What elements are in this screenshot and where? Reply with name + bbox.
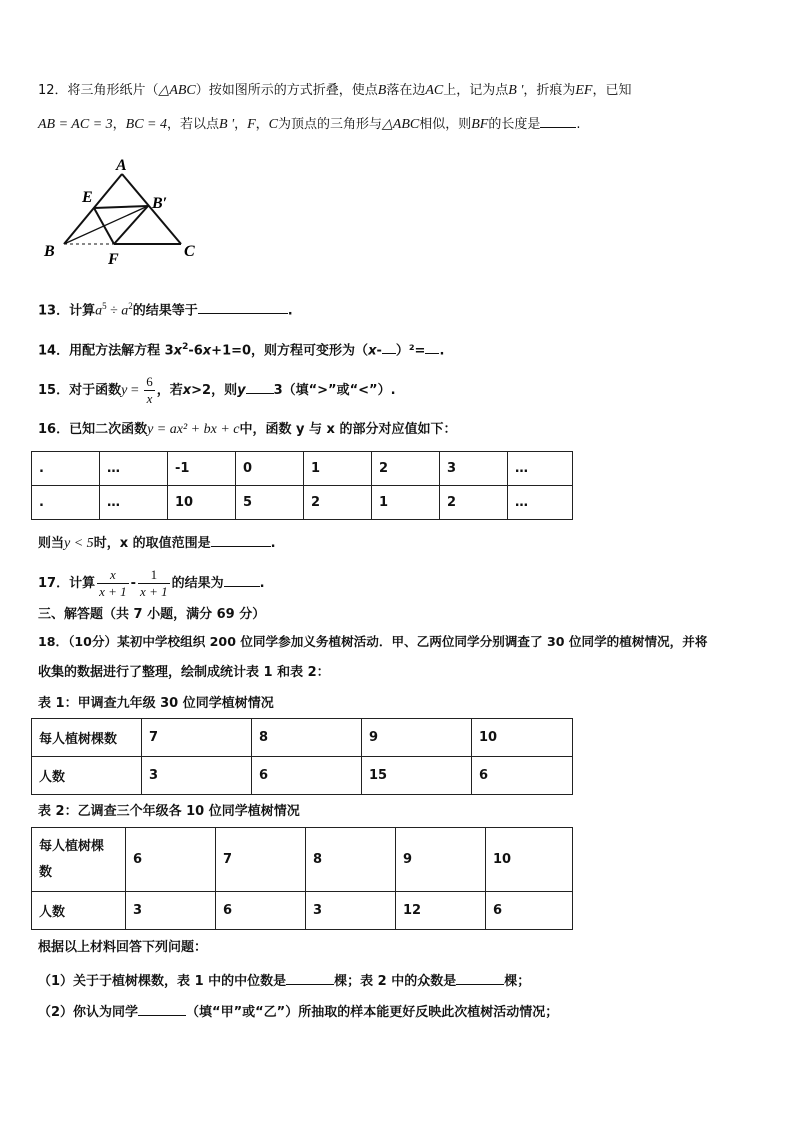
label-C: C <box>184 243 195 260</box>
answer-blank[interactable] <box>211 533 271 547</box>
q16-value-table <box>31 451 573 520</box>
edge-eb-prime <box>94 206 148 208</box>
fraction-x-over-x-plus-1: $\frac{x}{x + 1}$ <box>99 567 127 599</box>
edge-fb-prime <box>114 206 148 244</box>
label-F: F <box>108 251 119 268</box>
table1-title: 表 1：甲调查九年级 30 位同学植树情况 <box>38 696 274 711</box>
q16-followup: 则当y < 5时，x 的取值范围是 . <box>38 533 276 553</box>
q15: 15．对于函数y = $\frac{6}{x}$ ，若x>2，则y 3（填“>”或“<”）. <box>38 374 396 406</box>
answer-blank[interactable] <box>246 380 274 394</box>
table-row: . … 10 5 2 1 2 … <box>32 486 573 520</box>
table1 <box>31 718 573 795</box>
q13: 13．计算$a^5 \div a^2$的结果等于 . <box>38 301 293 319</box>
label-B: B <box>44 243 55 260</box>
table2 <box>31 827 573 930</box>
fold-triangle-figure <box>38 150 208 270</box>
table-row: 人数 3 6 3 12 6 <box>32 892 573 930</box>
answer-blank[interactable] <box>286 971 334 985</box>
answer-blank[interactable] <box>138 1002 186 1016</box>
q12-line1: 12．将三角形纸片（△ABC）按如图所示的方式折叠，使点B落在边AC上，记为点B '，折痕为EF，已知 <box>38 83 632 98</box>
q18-prompt: 根据以上材料回答下列问题： <box>38 940 208 955</box>
fraction-6-over-x: $\frac{6}{x}$ <box>146 374 153 406</box>
answer-blank[interactable] <box>198 300 288 314</box>
label-E: E <box>82 189 93 206</box>
section-heading: 三、解答题（共 7 小题，满分 69 分） <box>38 607 266 622</box>
answer-blank[interactable] <box>224 573 260 587</box>
label-A: A <box>116 157 127 174</box>
q12-line2: AB = AC = 3，BC = 4，若以点B '，F，C为顶点的三角形与△ABC相似，则BF的长度是 . <box>38 114 581 134</box>
label-Bprime: B′ <box>152 195 168 212</box>
edge-b-bprime <box>64 206 148 244</box>
q16: 16．已知二次函数y = ax² + bx + c中，函数 y 与 x 的部分对应值如下： <box>38 422 457 437</box>
q18-part1: （1）关于于植树棵数，表 1 中的中位数是 棵；表 2 中的众数是 棵； <box>38 971 530 991</box>
answer-blank[interactable] <box>382 340 396 354</box>
table-row: 人数 3 6 15 6 <box>32 757 573 795</box>
table2-title: 表 2：乙调查三个年级各 10 位同学植树情况 <box>38 804 300 819</box>
q14: 14．用配方法解方程 $3x^2-6x+1=0$，则方程可变形为（x- ）²= . <box>38 342 445 359</box>
table-row: 每人植树棵数 7 8 9 10 <box>32 719 573 757</box>
table-row: 每人植树棵 数 6 7 8 9 10 <box>32 828 573 892</box>
answer-blank[interactable] <box>540 114 576 128</box>
q18-part2: （2）你认为同学 （填“甲”或“乙”）所抽取的样本能更好反映此次植树活动情况； <box>38 1002 558 1022</box>
q18-line1: 18．（10分）某初中学校组织 200 位同学参加义务植树活动．甲、乙两位同学分别调查了 30 位同学的植树情况，并将 <box>38 634 708 649</box>
answer-blank[interactable] <box>456 971 504 985</box>
q17: 17．计算 $\frac{x}{x + 1}$ - $\frac{1}{x + 1}$ 的结果为 . <box>38 567 265 599</box>
answer-blank[interactable] <box>425 340 439 354</box>
fraction-1-over-x-plus-1: $\frac{1}{x + 1}$ <box>140 567 168 599</box>
table-row: . … -1 0 1 2 3 … <box>32 452 573 486</box>
q18-line2: 收集的数据进行了整理，绘制成统计表 1 和表 2： <box>38 665 330 680</box>
